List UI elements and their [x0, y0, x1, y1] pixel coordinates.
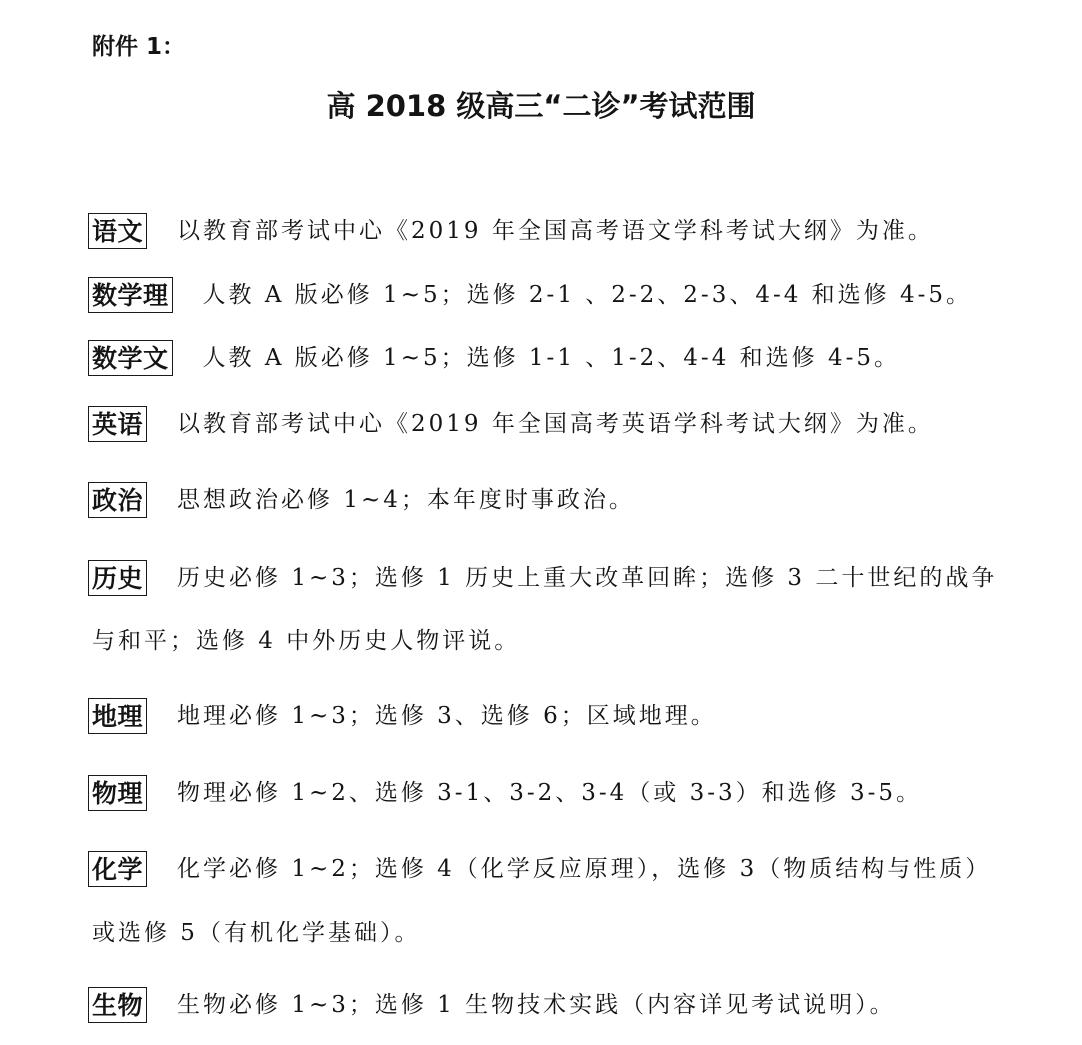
subject-label-math-science: 数学理 [88, 277, 173, 313]
subject-scope-chinese: 以教育部考试中心《2019 年全国高考语文学科考试大纲》为准。 [177, 218, 934, 244]
subject-label-history: 历史 [88, 560, 147, 596]
subject-label-chemistry: 化学 [88, 851, 147, 887]
subject-label-english: 英语 [88, 406, 147, 442]
subject-scope-math-science: 人教 A 版必修 1~5；选修 2-1 、2-2、2-3、4-4 和选修 4-5。 [202, 282, 973, 308]
subject-row-physics [88, 773, 922, 813]
subject-row-math-science [88, 275, 972, 315]
subject-row-biology [88, 985, 896, 1025]
attachment-label: 附件 1： [92, 34, 186, 60]
subject-label-math-arts: 数学文 [88, 340, 173, 376]
subject-row-chinese [88, 211, 934, 251]
subject-label-politics: 政治 [88, 482, 147, 518]
subject-row-politics [88, 480, 635, 520]
subject-label-biology: 生物 [88, 987, 147, 1023]
subject-row-english [88, 404, 934, 444]
subject-label-geography: 地理 [88, 698, 147, 734]
subject-row-math-arts [88, 338, 900, 378]
subject-scope-geography: 地理必修 1~3；选修 3、选修 6；区域地理。 [177, 703, 717, 729]
subject-scope-chemistry-continued: 或选修 5（有机化学基础）。 [92, 920, 421, 946]
subject-row-history [88, 558, 997, 598]
subject-scope-chemistry: 化学必修 1~2；选修 4（化学反应原理），选修 3（物质结构与性质） [177, 856, 992, 882]
subject-scope-physics: 物理必修 1~2、选修 3-1、3-2、3-4（或 3-3）和选修 3-5。 [177, 780, 922, 806]
subject-scope-biology: 生物必修 1~3；选修 1 生物技术实践（内容详见考试说明）。 [177, 992, 896, 1018]
subject-scope-english: 以教育部考试中心《2019 年全国高考英语学科考试大纲》为准。 [177, 411, 934, 437]
subject-row-geography [88, 696, 717, 736]
subject-label-physics: 物理 [88, 775, 147, 811]
subject-row-chemistry [88, 849, 991, 889]
subject-label-chinese: 语文 [88, 213, 147, 249]
subject-scope-politics: 思想政治必修 1~4；本年度时事政治。 [177, 487, 635, 513]
page-title: 高 2018 级高三“二诊”考试范围 [326, 89, 756, 123]
subject-scope-history-continued: 与和平；选修 4 中外历史人物评说。 [92, 628, 521, 654]
subject-scope-math-arts: 人教 A 版必修 1~5；选修 1-1 、1-2、4-4 和选修 4-5。 [202, 345, 900, 371]
subject-scope-history: 历史必修 1~3；选修 1 历史上重大改革回眸；选修 3 二十世纪的战争 [177, 565, 998, 591]
